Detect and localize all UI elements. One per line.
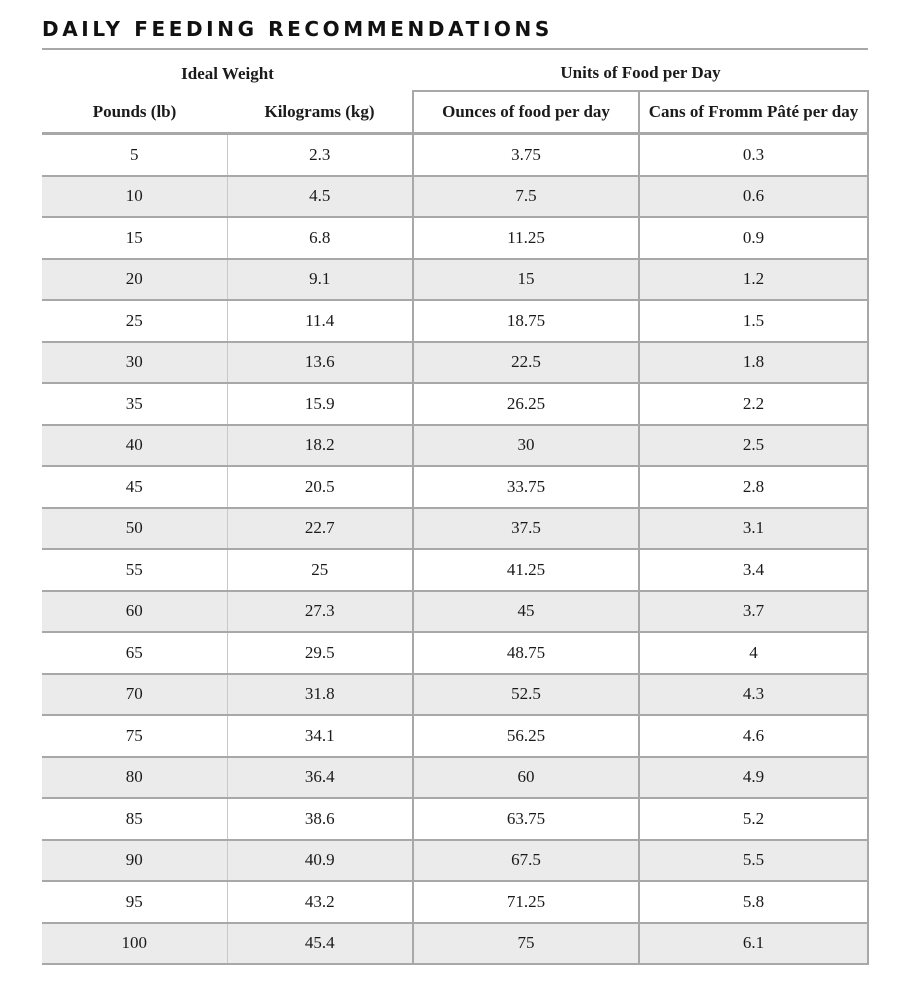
- cell-cans: 1.2: [639, 259, 868, 301]
- cell-cans: 1.8: [639, 342, 868, 384]
- cell-pounds: 5: [42, 134, 227, 176]
- table-row: [42, 259, 868, 301]
- cell-kilograms: 31.8: [227, 674, 413, 716]
- cell-kilograms: 4.5: [227, 176, 413, 218]
- column-header-cans: Cans of Fromm Pâté per day: [639, 91, 868, 134]
- group-header-ideal-weight: Ideal Weight: [181, 63, 274, 83]
- table-row: [42, 881, 868, 923]
- cell-kilograms: 22.7: [227, 508, 413, 550]
- cell-cans: 4.3: [639, 674, 868, 716]
- cell-cans: 6.1: [639, 923, 868, 965]
- cell-kilograms: 6.8: [227, 217, 413, 259]
- cell-pounds: 25: [42, 300, 227, 342]
- cell-kilograms: 36.4: [227, 757, 413, 799]
- cell-pounds: 80: [42, 757, 227, 799]
- cell-kilograms: 43.2: [227, 881, 413, 923]
- cell-cans: 5.8: [639, 881, 868, 923]
- cell-ounces: 3.75: [413, 134, 639, 176]
- cell-pounds: 100: [42, 923, 227, 965]
- table-row: [42, 342, 868, 384]
- group-header-row: [42, 56, 868, 91]
- cell-kilograms: 29.5: [227, 632, 413, 674]
- cell-pounds: 45: [42, 466, 227, 508]
- cell-ounces: 75: [413, 923, 639, 965]
- cell-pounds: 55: [42, 549, 227, 591]
- cell-pounds: 75: [42, 715, 227, 757]
- cell-pounds: 70: [42, 674, 227, 716]
- table-row: [42, 632, 868, 674]
- cell-ounces: 33.75: [413, 466, 639, 508]
- group-header-units-of-food: Units of Food per Day: [413, 56, 868, 91]
- cell-pounds: 35: [42, 383, 227, 425]
- cell-cans: 2.2: [639, 383, 868, 425]
- cell-pounds: 90: [42, 840, 227, 882]
- cell-ounces: 63.75: [413, 798, 639, 840]
- cell-kilograms: 38.6: [227, 798, 413, 840]
- cell-cans: 3.7: [639, 591, 868, 633]
- cell-pounds: 85: [42, 798, 227, 840]
- cell-pounds: 30: [42, 342, 227, 384]
- table-row: [42, 591, 868, 633]
- cell-cans: 3.1: [639, 508, 868, 550]
- cell-pounds: 95: [42, 881, 227, 923]
- column-header-pounds: Pounds (lb): [42, 91, 227, 134]
- table-row: [42, 508, 868, 550]
- cell-ounces: 37.5: [413, 508, 639, 550]
- cell-cans: 4.9: [639, 757, 868, 799]
- cell-ounces: 41.25: [413, 549, 639, 591]
- cell-ounces: 56.25: [413, 715, 639, 757]
- cell-kilograms: 11.4: [227, 300, 413, 342]
- table-row: [42, 674, 868, 716]
- cell-kilograms: 15.9: [227, 383, 413, 425]
- table-row: [42, 715, 868, 757]
- cell-ounces: 15: [413, 259, 639, 301]
- table-row: [42, 840, 868, 882]
- cell-ounces: 52.5: [413, 674, 639, 716]
- cell-cans: 0.3: [639, 134, 868, 176]
- table-row: [42, 923, 868, 965]
- cell-cans: 5.2: [639, 798, 868, 840]
- table-row: [42, 134, 868, 176]
- cell-pounds: 15: [42, 217, 227, 259]
- cell-cans: 5.5: [639, 840, 868, 882]
- cell-pounds: 40: [42, 425, 227, 467]
- cell-ounces: 7.5: [413, 176, 639, 218]
- cell-ounces: 26.25: [413, 383, 639, 425]
- cell-kilograms: 34.1: [227, 715, 413, 757]
- cell-cans: 4.6: [639, 715, 868, 757]
- cell-pounds: 50: [42, 508, 227, 550]
- cell-ounces: 30: [413, 425, 639, 467]
- cell-kilograms: 45.4: [227, 923, 413, 965]
- cell-ounces: 67.5: [413, 840, 639, 882]
- cell-kilograms: 27.3: [227, 591, 413, 633]
- column-header-kilograms: Kilograms (kg): [227, 91, 413, 134]
- column-header-row: [42, 91, 868, 134]
- cell-kilograms: 20.5: [227, 466, 413, 508]
- cell-pounds: 65: [42, 632, 227, 674]
- cell-kilograms: 9.1: [227, 259, 413, 301]
- cell-cans: 0.6: [639, 176, 868, 218]
- cell-ounces: 60: [413, 757, 639, 799]
- cell-ounces: 11.25: [413, 217, 639, 259]
- feeding-table: [42, 56, 869, 965]
- cell-cans: 2.5: [639, 425, 868, 467]
- column-header-ounces: Ounces of food per day: [413, 91, 639, 134]
- cell-cans: 3.4: [639, 549, 868, 591]
- table-row: [42, 549, 868, 591]
- cell-kilograms: 25: [227, 549, 413, 591]
- page-title: DAILY FEEDING RECOMMENDATIONS: [42, 17, 553, 41]
- table-row: [42, 300, 868, 342]
- cell-pounds: 20: [42, 259, 227, 301]
- cell-cans: 1.5: [639, 300, 868, 342]
- cell-ounces: 71.25: [413, 881, 639, 923]
- title-divider: [42, 48, 868, 50]
- cell-cans: 0.9: [639, 217, 868, 259]
- cell-ounces: 22.5: [413, 342, 639, 384]
- cell-cans: 2.8: [639, 466, 868, 508]
- cell-pounds: 10: [42, 176, 227, 218]
- cell-ounces: 48.75: [413, 632, 639, 674]
- cell-ounces: 45: [413, 591, 639, 633]
- cell-kilograms: 2.3: [227, 134, 413, 176]
- cell-pounds: 60: [42, 591, 227, 633]
- table-row: [42, 466, 868, 508]
- cell-kilograms: 40.9: [227, 840, 413, 882]
- cell-kilograms: 13.6: [227, 342, 413, 384]
- cell-cans: 4: [639, 632, 868, 674]
- table-row: [42, 383, 868, 425]
- table-row: [42, 798, 868, 840]
- cell-ounces: 18.75: [413, 300, 639, 342]
- table-row: [42, 757, 868, 799]
- table-row: [42, 425, 868, 467]
- table-row: [42, 176, 868, 218]
- cell-kilograms: 18.2: [227, 425, 413, 467]
- table-row: [42, 217, 868, 259]
